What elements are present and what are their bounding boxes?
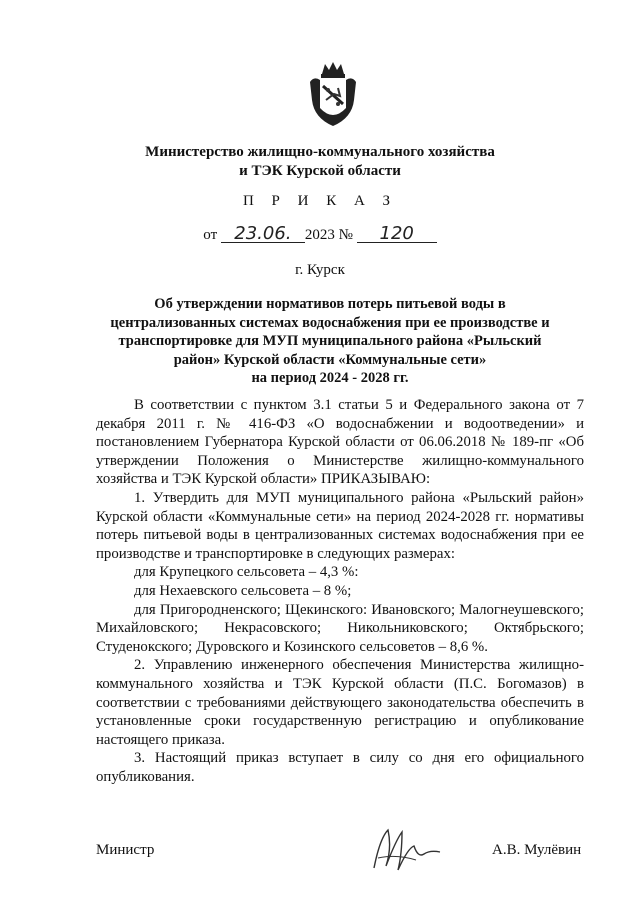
date-number-line — [0, 223, 640, 244]
number-handwritten: 120 — [357, 226, 437, 243]
title-line-2: централизованных системах водоснабжения при ее производстве и — [110, 314, 550, 331]
item-1-a: для Крупецкого сельсовета – 4,3 %: — [134, 564, 359, 581]
signatory-name: А.В. Мулёвин — [492, 842, 582, 858]
title-line-3: транспортировке для МУП муниципального района «Рыльский — [118, 333, 542, 349]
document-title — [100, 295, 560, 388]
ministry-name — [0, 143, 640, 181]
document-body — [96, 396, 584, 786]
number-sign: № — [338, 227, 353, 243]
date-handwritten: 23.06. — [221, 226, 305, 243]
ministry-line-1: Министерство жилищно-коммунального хозяйства — [145, 144, 495, 160]
item-3: 3. Настоящий приказ вступает в силу со дня его официального опубликования. — [96, 750, 584, 785]
signatory-role: Министр — [96, 842, 155, 858]
item-1: 1. Утвердить для МУП муниципального района «Рыльский район» Курской области «Коммунальные сети» на период 2024-2028 гг. нормативы потерь питьевой воды в централизованных системах водоснабжения при ее производстве и транспортировке в следующих размерах: — [96, 489, 584, 562]
item-2: 2. Управлению инженерного обеспечения Министерства жилищно-коммунального хозяйства и ТЭК Курской области (П.С. Богомазов) в соответствии с требованиями действующего законодательства обеспечить в установленные сроки государственную регистрацию и опубликование настоящего приказа. — [96, 657, 584, 748]
title-line-1: Об утверждении нормативов потерь питьевой воды в — [154, 296, 506, 312]
ministry-line-2: и ТЭК Курской области — [239, 163, 401, 179]
date-year: 2023 — [304, 227, 335, 243]
city: г. Курск — [295, 262, 345, 278]
title-line-4: район» Курской области «Коммунальные сети» — [173, 351, 487, 368]
date-prefix: от — [203, 227, 218, 243]
intro-paragraph: В соответствии с пунктом 3.1 статьи 5 и Федерального закона от 7 декабря 2011 г. № 416-ФЗ «О водоснабжении и водоотведении» и постановлением Губернатора Курской области от 06.06.2018 № 189-пг «Об утверждении Положения о Министерстве жилищно-коммунального хозяйства и ТЭК Курской области» ПРИКАЗЫВАЮ: — [96, 397, 584, 488]
coat-of-arms-icon — [308, 60, 358, 128]
handwritten-signature-icon — [366, 818, 446, 878]
item-1-b: для Нехаевского сельсовета – 8 %; — [134, 582, 352, 599]
item-1-c: для Пригородненского; Щекинского: Ивановского; Малогнеушевского; Михайловского; Некрасовского; Никольниковского; Октябрьского; Студенокского; Дуровского и Козинского сельсоветов – 8,6 %. — [96, 601, 584, 655]
title-line-5: на период 2024 - 2028 гг. — [251, 370, 409, 386]
document-type: П Р И К А З — [242, 193, 398, 209]
